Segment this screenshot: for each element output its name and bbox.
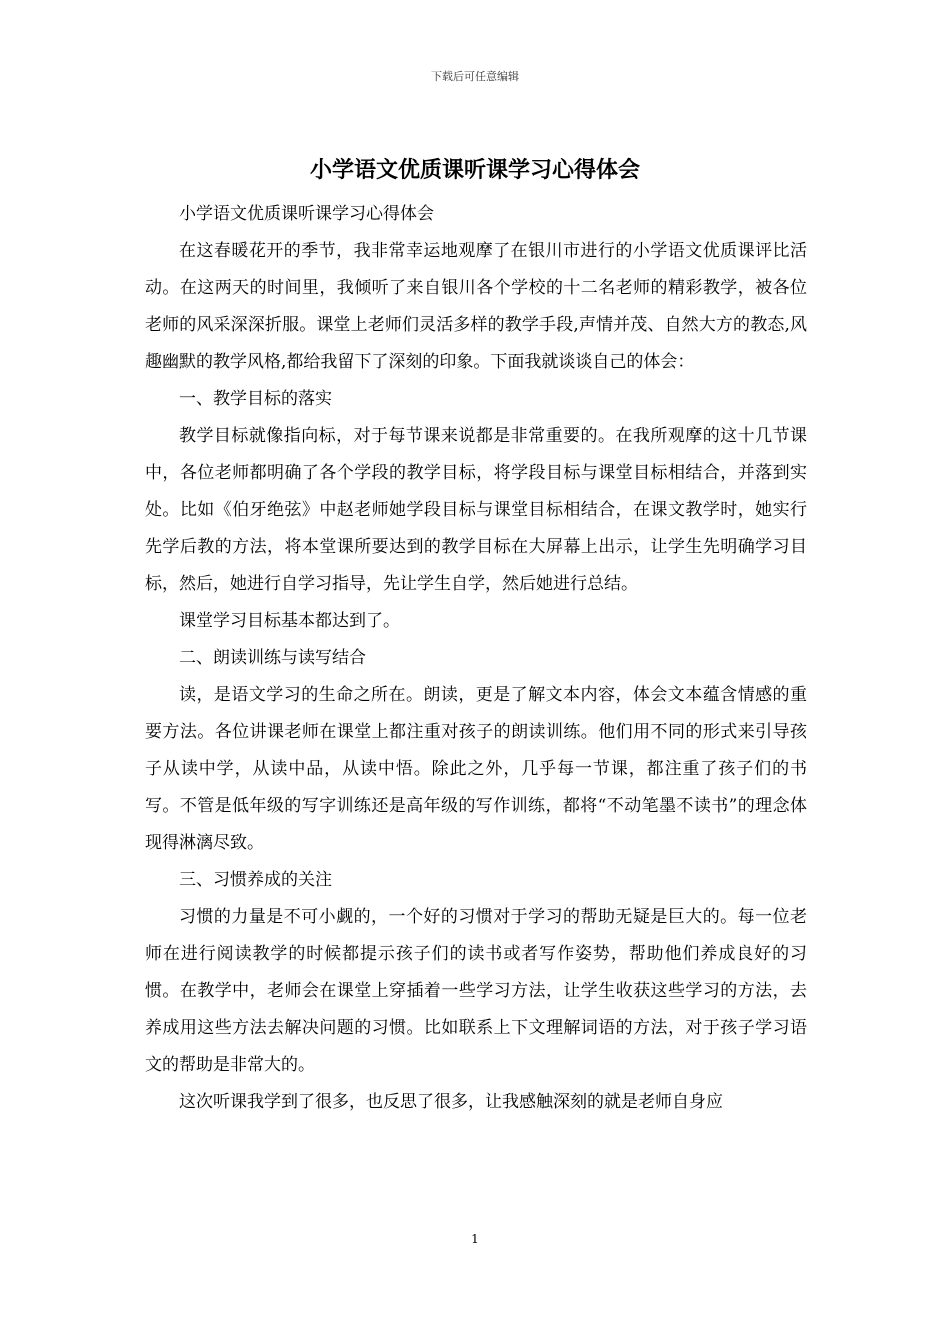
header-note: 下载后可任意编辑 [431,70,519,83]
section-heading-1: 一、教学目标的落实 [179,389,332,409]
paragraph-section-3: 习惯的力量是不可小觑的，一个好的习惯对于学习的帮助无疑是巨大的。每一位老师在进行阅读教学的时候都提示孩子们的读书或者写作姿势，帮助他们养成良好的习惯。在教学中，老师会在课堂上穿插着一些学习方法，让学生收获这些学习的方法，去养成用这些方法去解决问题的习惯。比如联系上下文理解词语的方法，对于孩子学习语文的帮助是非常大的。 [145,907,807,1075]
paragraph-subtitle: 小学语文优质课听课学习心得体会 [179,204,434,224]
page-number: 1 [471,1232,479,1246]
paragraph-section-1-summary: 课堂学习目标基本都达到了。 [179,611,400,631]
paragraph-section-1: 教学目标就像指向标，对于每节课来说都是非常重要的。在我所观摩的这十几节课中，各位老师都明确了各个学段的教学目标，将学段目标与课堂目标相结合，并落到实处。比如《伯牙绝弦》中赵老师她学段目标与课堂目标相结合，在课文教学时，她实行先学后教的方法，将本堂课所要达到的教学目标在大屏幕上出示，让学生先明确学习目标，然后，她进行自学习指导，先让学生自学，然后她进行总结。 [145,426,807,594]
document-body [145,196,807,1121]
paragraph-section-2: 读，是语文学习的生命之所在。朗读，更是了解文本内容，体会文本蕴含情感的重要方法。各位讲课老师在课堂上都注重对孩子的朗读训练。他们用不同的形式来引导孩子从读中学，从读中品，从读中悟。除此之外，几乎每一节课，都注重了孩子们的书写。不管是低年级的写字训练还是高年级的写作训练，都将“不动笔墨不读书”的理念体现得淋漓尽致。 [145,685,807,853]
paragraph-reflection: 这次听课我学到了很多，也反思了很多，让我感触深刻的就是老师自身应 [179,1092,723,1112]
section-heading-3: 三、习惯养成的关注 [179,870,332,890]
section-heading-2: 二、朗读训练与读写结合 [179,648,366,668]
document-title: 小学语文优质课听课学习心得体会 [309,157,640,183]
paragraph-intro: 在这春暖花开的季节，我非常幸运地观摩了在银川市进行的小学语文优质课评比活动。在这两天的时间里，我倾听了来自银川各个学校的十二名老师的精彩教学，被各位老师的风采深深折服。课堂上老师们灵活多样的教学手段,声情并茂、自然大方的教态,风趣幽默的教学风格,都给我留下了深刻的印象。下面我就谈谈自己的体会： [145,241,807,372]
